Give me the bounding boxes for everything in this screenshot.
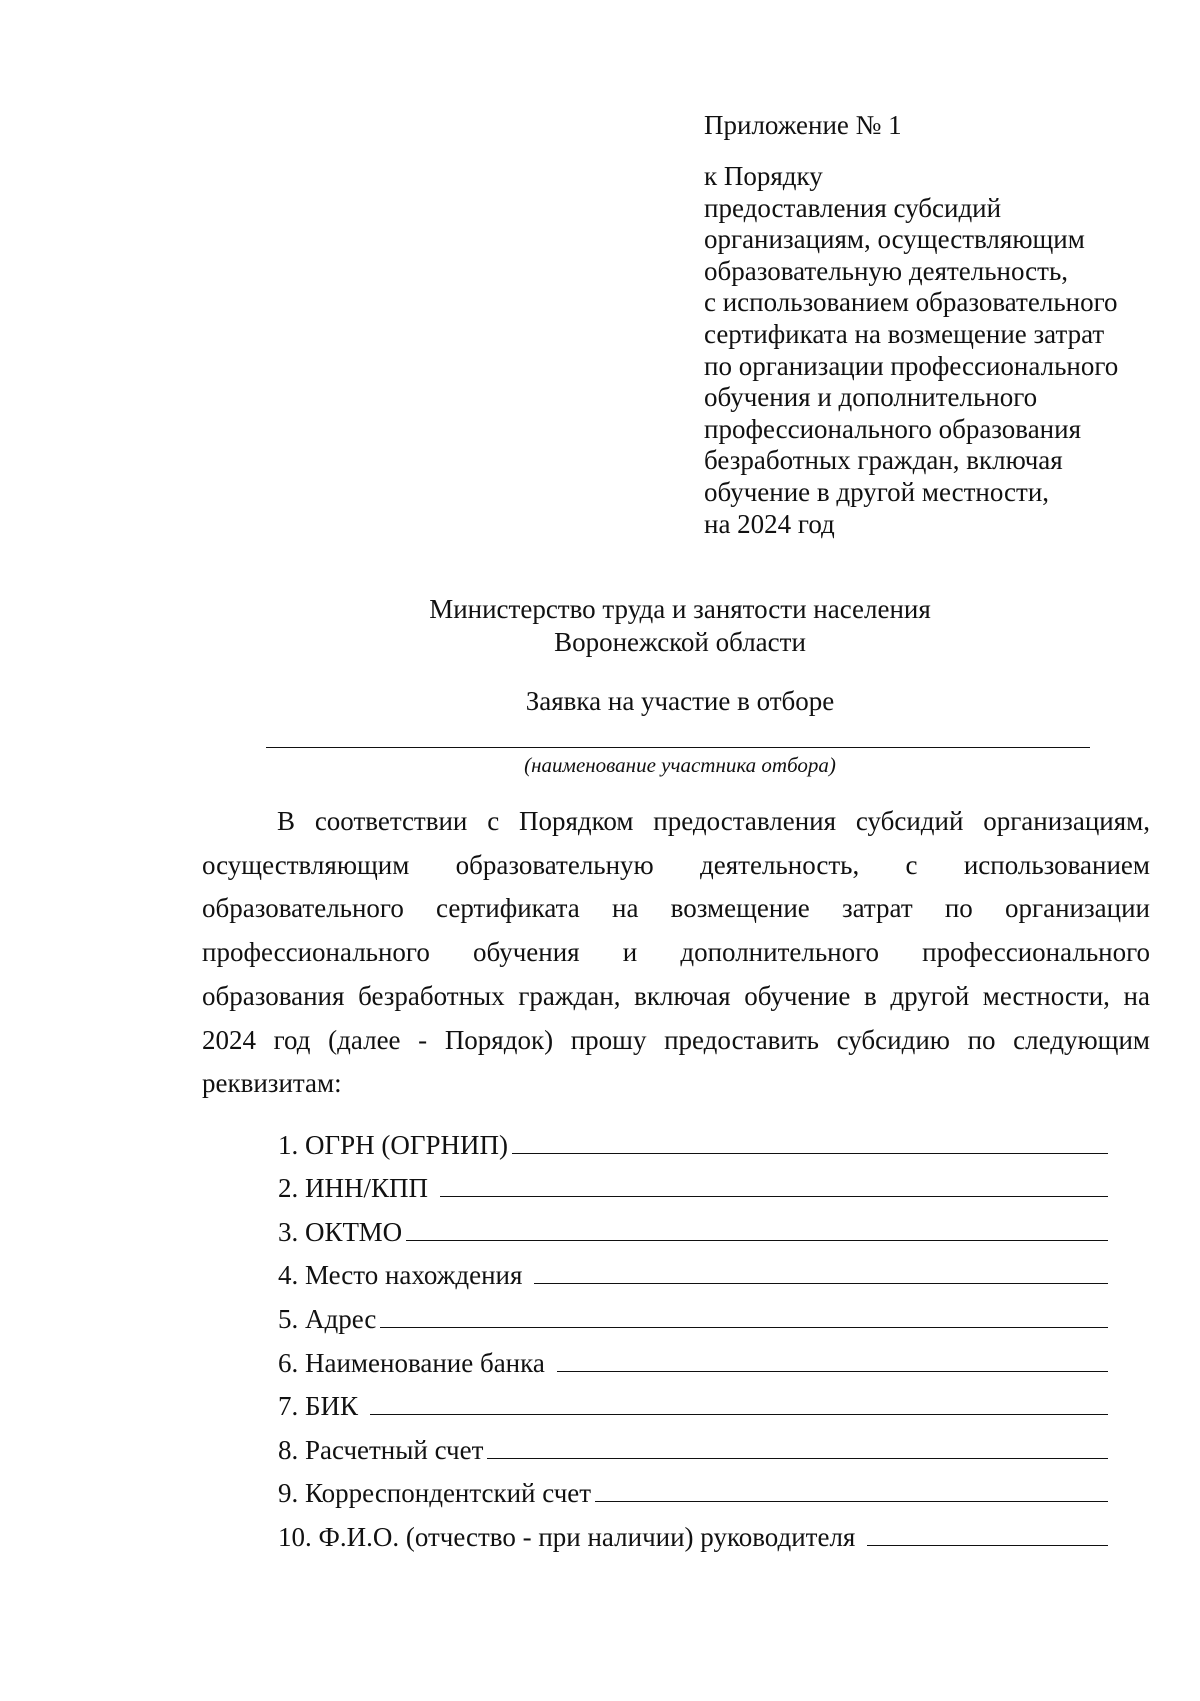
requisite-inn-kpp xyxy=(278,1161,1108,1205)
annex-line: организациям, осуществляющим xyxy=(704,224,1085,255)
requisite-head-name xyxy=(278,1509,1108,1553)
requisite-blank-line[interactable] xyxy=(406,1240,1108,1241)
body-paragraph: В соответствии с Порядком предоставления субсидий организациям, осуществляющим образовательную деятельность, с использованием образовательного сертификата на возмещение затрат по организации профессионального обучения и дополнительного профессионального образования безработных граждан, включая обучение в другой местности, на 2024 год (далее - Порядок) прошу предоставить субсидию по следующим реквизитам: xyxy=(202,806,1150,1099)
requisite-label: 7. БИК xyxy=(278,1391,359,1422)
requisite-blank-line[interactable] xyxy=(380,1327,1108,1328)
requisites-list xyxy=(278,1117,1108,1553)
requisite-label: 5. Адрес xyxy=(278,1303,377,1334)
annex-line: по организации профессионального xyxy=(704,350,1119,381)
requisite-blank-line[interactable] xyxy=(487,1458,1108,1459)
annex-line: образовательную деятельность, xyxy=(704,255,1069,286)
ministry-name xyxy=(200,593,1160,659)
requisite-label: 10. Ф.И.О. (отчество - при наличии) руководителя xyxy=(278,1521,856,1552)
participant-name-caption: (наименование участника отбора) xyxy=(524,753,836,777)
requisite-blank-line[interactable] xyxy=(867,1545,1108,1546)
requisite-bik xyxy=(278,1379,1108,1423)
requisite-location xyxy=(278,1248,1108,1292)
annex-line: на 2024 год xyxy=(704,508,835,539)
document-title: Заявка на участие в отборе xyxy=(525,686,835,716)
requisite-blank-line[interactable] xyxy=(534,1283,1108,1284)
annex-line: профессионального образования xyxy=(704,413,1081,444)
requisite-label: 1. ОГРН (ОГРНИП) xyxy=(278,1129,508,1160)
annex-line: с использованием образовательного xyxy=(704,287,1118,318)
requisite-blank-line[interactable] xyxy=(440,1196,1108,1197)
requisite-blank-line[interactable] xyxy=(512,1153,1108,1154)
requisite-label: 6. Наименование банка xyxy=(278,1347,545,1378)
requisite-blank-line[interactable] xyxy=(370,1414,1108,1415)
participant-name-field[interactable] xyxy=(266,747,1090,748)
requisite-ogrn xyxy=(278,1117,1108,1161)
annex-line: обучения и дополнительного xyxy=(704,382,1038,413)
annex-line: безработных граждан, включая xyxy=(704,445,1063,476)
annex-block xyxy=(704,110,1164,540)
requisite-oktmo xyxy=(278,1204,1108,1248)
requisite-label: 4. Место нахождения xyxy=(278,1260,523,1291)
requisite-blank-line[interactable] xyxy=(557,1371,1108,1372)
requisite-label: 9. Корреспондентский счет xyxy=(278,1478,592,1509)
annex-line: обучение в другой местности, xyxy=(704,476,1050,507)
ministry-line: Воронежской области xyxy=(554,627,806,657)
requisite-bank-name xyxy=(278,1335,1108,1379)
requisite-label: 3. ОКТМО xyxy=(278,1216,403,1247)
requisite-blank-line[interactable] xyxy=(595,1501,1108,1502)
annex-line: предоставления субсидий xyxy=(704,192,1002,223)
requisite-label: 8. Расчетный счет xyxy=(278,1434,484,1465)
annex-line: сертификата на возмещение затрат xyxy=(704,318,1105,349)
ministry-line: Министерство труда и занятости населения xyxy=(429,594,931,624)
annex-title: Приложение № 1 xyxy=(704,110,902,140)
requisite-address xyxy=(278,1291,1108,1335)
requisite-settlement-account xyxy=(278,1422,1108,1466)
annex-line: к Порядку xyxy=(704,161,823,191)
requisite-correspondent-account xyxy=(278,1466,1108,1510)
requisite-label: 2. ИНН/КПП xyxy=(278,1173,429,1204)
